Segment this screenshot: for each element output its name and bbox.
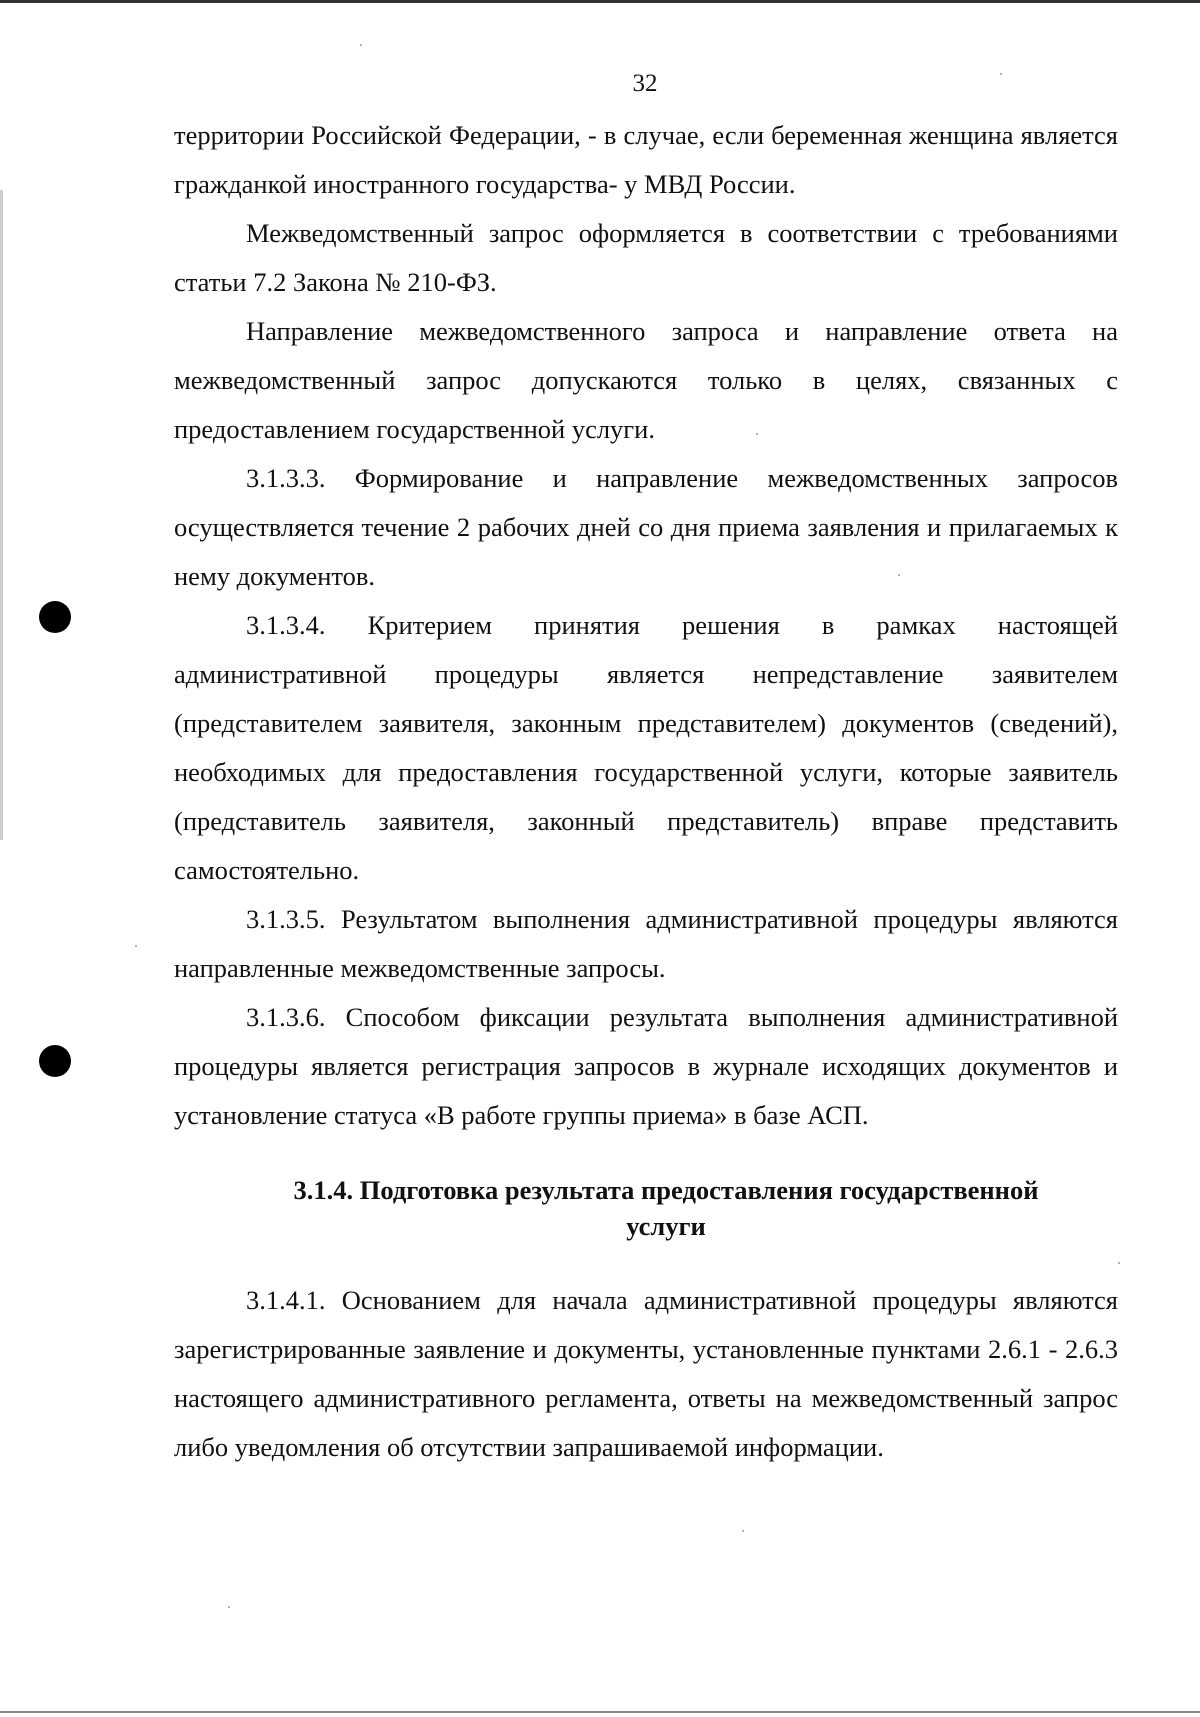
document-body bbox=[174, 111, 1118, 1472]
scan-top-edge bbox=[0, 0, 1200, 3]
scan-speck bbox=[135, 945, 137, 947]
paragraph-3-1-3-3: 3.1.3.3. Формирование и направление межведомственных запросов осуществляется течение 2 рабочих дней со дня приема заявления и прилагаемых к нему документов. bbox=[174, 463, 1118, 591]
paragraph-3-1-3-5: 3.1.3.5. Результатом выполнения административной процедуры являются направленные межведомственные запросы. bbox=[174, 904, 1118, 983]
section-heading-line-2: услуги bbox=[626, 1211, 706, 1241]
scan-speck bbox=[1118, 1262, 1120, 1264]
binder-hole-lower bbox=[39, 1045, 71, 1077]
scan-speck bbox=[228, 1606, 230, 1608]
paragraph-interagency-request-form: Межведомственный запрос оформляется в соответствии с требованиями статьи 7.2 Закона № 210-ФЗ. bbox=[174, 218, 1118, 297]
paragraph-interagency-request-purpose: Направление межведомственного запроса и направление ответа на межведомственный запрос допускаются только в целях, связанных с предоставлением государственной услуги. bbox=[174, 316, 1118, 444]
section-heading-line-1: 3.1.4. Подготовка результата предоставления государственной bbox=[293, 1175, 1039, 1205]
scan-speck bbox=[360, 44, 362, 46]
paragraph-3-1-3-6: 3.1.3.6. Способом фиксации результата выполнения административной процедуры является регистрация запросов в журнале исходящих документов и установление статуса «В работе группы приема» в базе АСП. bbox=[174, 1002, 1118, 1130]
page-number: 32 bbox=[632, 70, 658, 97]
scan-bottom-edge bbox=[0, 1711, 1200, 1713]
binder-hole-upper bbox=[39, 601, 71, 633]
paragraph-3-1-3-4: 3.1.3.4. Критерием принятия решения в рамках настоящей административной процедуры является непредставление заявителем (представителем заявителя, законным представителем) документов (сведений), необходимых для предоставления государственной услуги, которые заявитель (представитель заявителя, законный представитель) вправе представить самостоятельно. bbox=[174, 610, 1118, 885]
paragraph-3-1-4-1: 3.1.4.1. Основанием для начала административной процедуры являются зарегистрированные заявление и документы, установленные пунктами 2.6.1 - 2.6.3 настоящего административного регламента, ответы на межведомственный запрос либо уведомления об отсутствии запрашиваемой информации. bbox=[174, 1285, 1118, 1462]
section-heading-3-1-4 bbox=[174, 1172, 1118, 1244]
paragraph-continuation: территории Российской Федерации, - в случае, если беременная женщина является гражданкой иностранного государства- у МВД России. bbox=[174, 120, 1118, 199]
scan-speck bbox=[742, 1530, 744, 1532]
scan-left-edge bbox=[0, 190, 3, 840]
